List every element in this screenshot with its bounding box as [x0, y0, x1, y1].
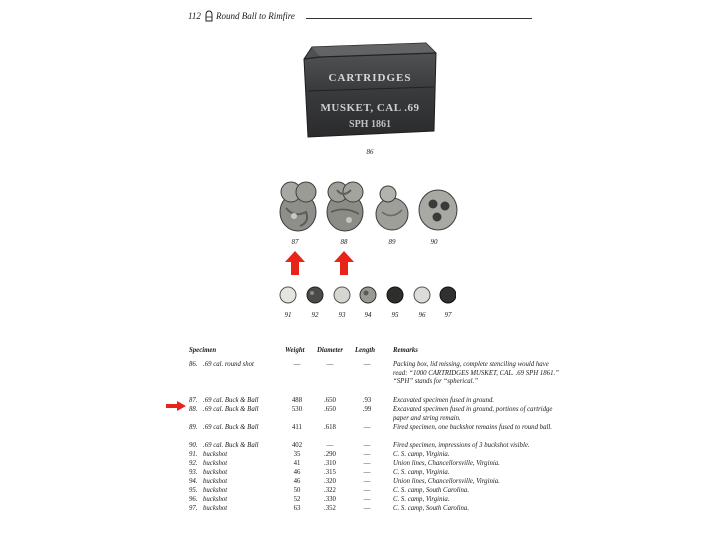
row-diameter: — [326, 442, 334, 449]
caption-96: 96 [418, 311, 426, 319]
row-number: 95. [189, 487, 198, 494]
row-weight: 488 [291, 397, 303, 404]
row-weight: 46 [293, 478, 301, 485]
row-specimen: .69 cal. Buck & Ball [203, 442, 259, 449]
row-length: — [363, 478, 371, 485]
row-specimen: buckshot [203, 505, 228, 512]
box-stencil-line1: CARTRIDGES [328, 72, 412, 84]
header-diameter: Diameter [317, 347, 344, 354]
red-arrow-87-icon [285, 251, 305, 275]
row-length: .99 [362, 406, 372, 413]
row-weight: 411 [292, 424, 302, 431]
header-rule [306, 18, 532, 19]
header-weight: Weight [285, 347, 305, 354]
row-weight: — [293, 361, 301, 368]
caption-87: 87 [291, 238, 299, 246]
caption-90: 90 [430, 238, 438, 246]
running-header [188, 10, 532, 24]
caption-97: 97 [444, 311, 452, 319]
row-diameter: .310 [324, 460, 336, 467]
row-remarks: Union lines, Chancellorsville, Virginia. [393, 478, 500, 485]
row-specimen: .69 cal. Buck & Ball [203, 424, 259, 431]
caption-86: 86 [366, 148, 374, 156]
row-weight: 530 [291, 406, 303, 413]
buckshot-row-photo [276, 284, 456, 306]
row-specimen: .69 cal. Buck & Ball [203, 397, 259, 404]
row-number: 86. [189, 361, 198, 368]
row-length: — [363, 496, 371, 503]
row-number: 93. [189, 469, 198, 476]
row-weight: 50 [293, 487, 301, 494]
row-specimen: buckshot [203, 487, 228, 494]
row-remarks: Packing box, lid missing, complete stenciling would have read: “1000 CARTRIDGES MUSKET, CAL. .69 SPH 1861.” “SPH” stands for “spherical.” [393, 361, 559, 386]
row-specimen: .69 cal. Buck & Ball [203, 406, 259, 413]
row-remarks: Excavated specimen fused in ground. [393, 397, 495, 404]
buck-and-ball-90-photo [417, 188, 459, 232]
row-diameter: .322 [324, 487, 336, 494]
row-remarks: C. S. camp, South Carolina. [393, 487, 470, 494]
row-specimen: .69 cal. round shot [203, 361, 254, 368]
row-specimen: buckshot [203, 496, 228, 503]
row-remarks: Fired specimen, one buckshot remains fused to round ball. [393, 424, 552, 431]
row-remarks: C. S. camp, Virginia. [393, 451, 450, 458]
row-number: 94. [189, 478, 198, 485]
row-number: 96. [189, 496, 198, 503]
row-number: 90. [189, 442, 198, 449]
row-diameter: .650 [324, 397, 336, 404]
cartridge-icon [204, 10, 214, 22]
row-diameter: .320 [324, 478, 336, 485]
running-title: Round Ball to Rimfire [216, 11, 295, 21]
row-remarks: Excavated specimen fused in ground, portions of cartridge paper and string remain. [393, 406, 553, 422]
row-weight: 35 [293, 451, 301, 458]
caption-92: 92 [311, 311, 319, 319]
box-stencil-line3: SPH 1861 [349, 119, 391, 130]
row-weight: 52 [293, 496, 301, 503]
buck-and-ball-87-photo [276, 178, 320, 234]
row-number: 89. [189, 424, 198, 431]
row-number: 87. [189, 397, 198, 404]
row-diameter: .330 [324, 496, 336, 503]
row-number: 91. [189, 451, 198, 458]
row-length: — [363, 487, 371, 494]
row-remarks: C. S. camp, Virginia. [393, 496, 450, 503]
row-length: — [363, 442, 371, 449]
row-weight: 402 [291, 442, 303, 449]
row-remarks: Fired specimen, impressions of 3 buckshot visible. [393, 442, 530, 449]
red-side-arrow-icon [166, 401, 186, 411]
row-length: — [363, 505, 371, 512]
caption-94: 94 [364, 311, 372, 319]
row-diameter: .618 [324, 424, 336, 431]
buck-and-ball-88-photo [323, 178, 367, 234]
row-length: — [363, 361, 371, 368]
row-length: — [363, 424, 371, 431]
row-diameter: .650 [324, 406, 336, 413]
red-arrow-88-icon [334, 251, 354, 275]
caption-89: 89 [388, 238, 396, 246]
page-number: 112 [188, 11, 201, 21]
cartridge-box-photo [300, 39, 440, 143]
header-specimen: Specimen [189, 347, 217, 354]
row-length: — [363, 451, 371, 458]
row-remarks: C. S. camp, Virginia. [393, 469, 450, 476]
row-number: 97. [189, 505, 198, 512]
row-specimen: buckshot [203, 451, 228, 458]
row-weight: 41 [293, 460, 301, 467]
row-number: 92. [189, 460, 198, 467]
header-remarks: Remarks [393, 347, 418, 354]
row-remarks: Union lines, Chancellorsville, Virginia. [393, 460, 500, 467]
box-stencil-line2: MUSKET, CAL .69 [320, 102, 420, 114]
row-length: .93 [362, 397, 372, 404]
row-length: — [363, 469, 371, 476]
row-length: — [363, 460, 371, 467]
buck-and-ball-89-photo [372, 184, 412, 232]
row-diameter: .315 [324, 469, 336, 476]
row-number: 88. [189, 406, 198, 413]
row-diameter: .290 [324, 451, 336, 458]
row-specimen: buckshot [203, 460, 228, 467]
row-specimen: buckshot [203, 478, 228, 485]
caption-91: 91 [284, 311, 292, 319]
row-remarks: C. S. camp, South Carolina. [393, 505, 470, 512]
row-weight: 46 [293, 469, 301, 476]
header-length: Length [355, 347, 376, 354]
row-diameter: — [326, 361, 334, 368]
row-specimen: buckshot [203, 469, 228, 476]
row-diameter: .352 [324, 505, 336, 512]
row-weight: 63 [293, 505, 301, 512]
caption-95: 95 [391, 311, 399, 319]
caption-93: 93 [338, 311, 346, 319]
caption-88: 88 [340, 238, 348, 246]
